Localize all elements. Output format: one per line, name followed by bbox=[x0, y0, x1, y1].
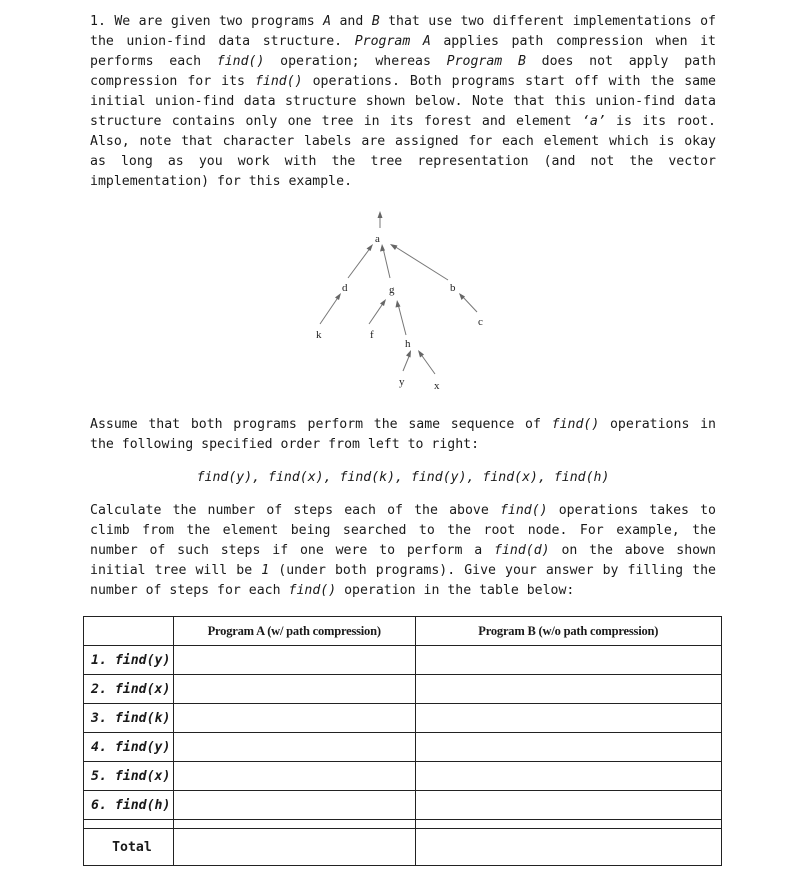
answer-cell-a[interactable] bbox=[173, 762, 415, 791]
header-empty bbox=[84, 617, 174, 646]
row-label: 5. find(x) bbox=[84, 762, 174, 791]
spacer-cell bbox=[173, 820, 415, 829]
row-label: 1. find(y) bbox=[84, 646, 174, 675]
problem-statement: 1. We are given two programs A and B that use two different implementations of the union-find data structure. Program A applies path compression when it performs each find() operation; whereas Program B does not apply path compression for its find() operations. Both programs start off with the same initial union-find data structure shown below. Note that this union-find data structure contains only one tree in its forest and element ‘a’ is its root. Also, note that character labels are assigned for each element which is okay as long as you work with the tree representation (and not the vector implementation) for this example. bbox=[90, 14, 716, 189]
header-program-a: Program A (w/ path compression) bbox=[173, 617, 415, 646]
table-total-row bbox=[84, 829, 722, 866]
instructions-paragraph: Calculate the number of steps each of the above find() operations takes to climb from the element being searched to the root node. For example, the number of such steps if one were to perform a find(d) on the above shown initial tree will be 1 (under both programs). Give your answer by filling the number of steps for each find() operation in the table below: bbox=[90, 503, 716, 598]
answer-cell-a[interactable] bbox=[173, 733, 415, 762]
total-label: Total bbox=[84, 829, 174, 866]
answer-cell-b[interactable] bbox=[415, 675, 721, 704]
union-find-tree-diagram bbox=[0, 0, 797, 420]
answer-cell-b[interactable] bbox=[415, 704, 721, 733]
table-header-row bbox=[84, 617, 722, 646]
answer-cell-b[interactable] bbox=[415, 762, 721, 791]
tree-node: d bbox=[342, 282, 348, 294]
answer-cell-a[interactable] bbox=[173, 646, 415, 675]
tree-node: c bbox=[478, 316, 483, 328]
table-row bbox=[84, 762, 722, 791]
assumption-paragraph: Assume that both programs perform the same sequence of find() operations in the following specified order from left to right: bbox=[90, 417, 716, 452]
tree-node: k bbox=[316, 329, 322, 341]
row-label: 2. find(x) bbox=[84, 675, 174, 704]
tree-node: y bbox=[399, 376, 405, 388]
answer-cell-a[interactable] bbox=[173, 675, 415, 704]
spacer-cell bbox=[84, 820, 174, 829]
tree-node: g bbox=[389, 284, 395, 296]
table-row bbox=[84, 646, 722, 675]
answer-cell-a[interactable] bbox=[173, 704, 415, 733]
total-cell-b[interactable] bbox=[415, 829, 721, 866]
answer-cell-b[interactable] bbox=[415, 791, 721, 820]
find-sequence: find(y), find(x), find(k), find(y), find(x), find(h) bbox=[196, 470, 610, 485]
answer-cell-b[interactable] bbox=[415, 733, 721, 762]
table-row bbox=[84, 675, 722, 704]
table-row bbox=[84, 733, 722, 762]
tree-node: f bbox=[370, 329, 374, 341]
header-program-b: Program B (w/o path compression) bbox=[415, 617, 721, 646]
row-label: 6. find(h) bbox=[84, 791, 174, 820]
spacer-cell bbox=[415, 820, 721, 829]
tree-node: x bbox=[434, 380, 440, 392]
total-cell-a[interactable] bbox=[173, 829, 415, 866]
table-row bbox=[84, 791, 722, 820]
answer-cell-b[interactable] bbox=[415, 646, 721, 675]
row-label: 3. find(k) bbox=[84, 704, 174, 733]
table-spacer-row bbox=[84, 820, 722, 829]
table-row bbox=[84, 704, 722, 733]
answer-cell-a[interactable] bbox=[173, 791, 415, 820]
row-label: 4. find(y) bbox=[84, 733, 174, 762]
answer-table bbox=[83, 616, 722, 866]
tree-node: h bbox=[405, 338, 411, 350]
tree-node: a bbox=[375, 233, 380, 245]
tree-node: b bbox=[450, 282, 456, 294]
